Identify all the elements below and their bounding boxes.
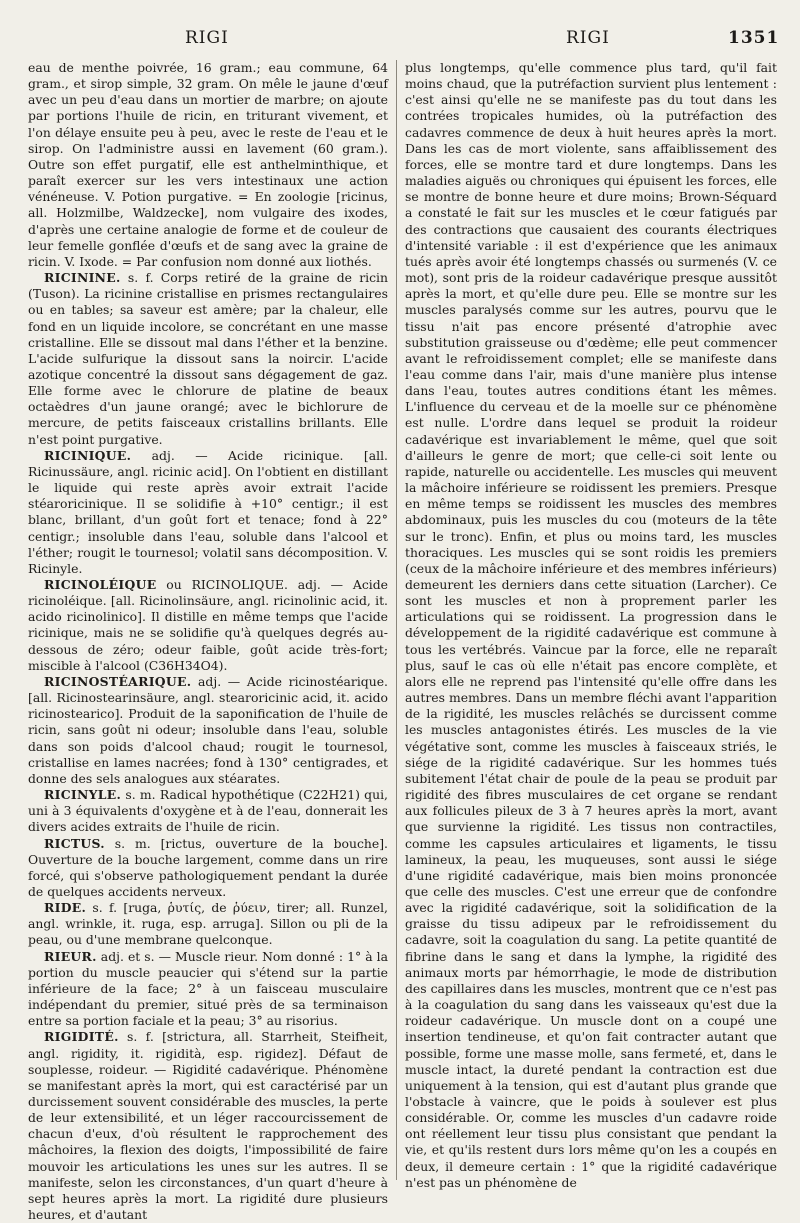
- header-left-title: RIGI: [185, 28, 229, 48]
- entry-rieur: [28, 949, 388, 1030]
- entry-ricinostearique: [28, 674, 388, 787]
- entry-ricinique: [28, 448, 388, 577]
- headword: RIDE.: [44, 900, 87, 916]
- entry-ricinyle: [28, 787, 388, 835]
- entry-text: s. f. Corps retiré de la graine de ricin (Tuson). La ricinine cristallise en prismes rectangulaires ou en tables; sa saveur est amère; par la chaleur, elle fond en un liquide incolore, se concrétant en une masse cristalline. Elle se dissout mal dans l'éther et la benzine. L'acide sulfurique la dissout sans la noircir. L'acide azotique concentré la dissout sans dégagement de gaz. Elle forme avec le chlorure de platine de beaux octaèdres d'un jaune orangé; avec le bichlorure de mercure, de petits faisceaux cristallins brillants. Elle n'est point purgative.: [28, 270, 388, 447]
- headword: RICINOSTÉARIQUE.: [44, 673, 192, 689]
- entry-text: s. f. [strictura, all. Starrheit, Steifheit, angl. rigidity, it. rigidità, esp. rigidez]. Défaut de souplesse, roideur. — Rigidité cadavérique. Phénomène se manifestant après la mort, qui est caractérisé par un durcissement souvent considérable des muscles, la perte de leur extensibilité, et un léger raccourcissement de chacun d'eux, d'où résultent le rapprochement des mâchoires, la flexion des doigts, l'impossibilité de faire mouvoir les articulations les unes sur les autres. Il se manifeste, selon les circonstances, d'un quart d'heure à sept heures après la mort. La rigidité dure plusieurs heures, et d'autant: [28, 1029, 388, 1223]
- entry-text: s. f. [ruga, ῥυτίς, de ῥύειν, tirer; all. Runzel, angl. wrinkle, it. ruga, esp. arruga]. Sillon ou pli de la peau, ou d'une membrane quelconque.: [28, 900, 388, 948]
- entry-text: adj. — Acide ricinostéarique. [all. Ricinostearinsäure, angl. stearoricinic acid, it. acido ricinostearico]. Produit de la saponification de l'huile de ricin, sans goût ni odeur; insoluble dans l'eau, soluble dans son poids d'alcool chaud; rougit le tournesol, cristallise en lames nacrées; fond à 130° centigrades, et donne des sels analogues aux stéarates.: [28, 673, 388, 786]
- entry-continuation: [28, 60, 388, 270]
- left-column: [28, 60, 388, 1223]
- page-number: 1351: [728, 28, 780, 48]
- headword: RICTUS.: [44, 835, 105, 851]
- right-column: [405, 60, 777, 1190]
- entry-text: adj. — Acide ricinique. [all. Ricinussäure, angl. ricinic acid]. On l'obtient en distillant le liquide qui reste après avoir extrait l'acide stéaroricinique. Il se solidifie à +10° centigr.; il est blanc, brillant, d'un goût fort et tenace; fond à 22° centigr.; insoluble dans l'eau, soluble dans l'alcool et l'éther; rougit le tournesol; volatil sans décomposition. V. Ricinyle.: [28, 447, 388, 576]
- entry-text: s. m. [rictus, ouverture de la bouche]. Ouverture de la bouche largement, comme dans un rire forcé, qui s'observe pathologiquement pendant la durée de quelques accidents nerveux.: [28, 835, 388, 899]
- headword: RICININE.: [44, 270, 121, 286]
- entry-rigidite-continued: plus longtemps, qu'elle commence plus tard, qu'il fait moins chaud, que la putréfaction survient plus lentement : c'est ainsi qu'elle ne se manifeste pas du tout dans les contrées tropicales humides, où la putréfaction des cadavres commence de deux à huit heures après la mort. Dans les cas de mort violente, sans affaiblissement des forces, elle se montre tard et dure longtemps. Dans les maladies aiguës ou chroniques qui épuisent les forces, elle se montre de bonne heure et dure moins; Brown-Séquard a constaté le fait sur les muscles et le cœur fatigués par des contractions que causaient des courants électriques d'intensité variable : il est d'expérience que les animaux tués après avoir été longtemps chassés ou surmenés (V. ce mot), sont pris de la roideur cadavérique presque aussitôt après la mort, et qu'elle dure peu. Elle se montre sur les muscles paralysés comme sur les autres, pourvu que le tissu n'ait pas encore présenté d'atrophie avec substitution graisseuse ou d'œdème; elle peut commencer avant le refroidissement complet; elle se manifeste dans l'eau comme dans l'air, mais d'une manière plus intense dans l'eau, toutes autres conditions étant les mêmes. L'influence du cerveau et de la moelle sur ce phénomène est nulle. L'ordre dans lequel se produit la roideur cadavérique est invariablement le même, quel que soit d'ailleurs le genre de mort; que celle-ci soit lente ou rapide, naturelle ou accidentelle. Les muscles qui meuvent la mâchoire inférieure se roidissent les premiers. Presque en même temps se roidissent les muscles des membres abdominaux, puis les muscles du cou (moteurs de la tête sur le tronc). Enfin, et plus ou moins tard, les muscles thoraciques. Les muscles qui se sont roidis les premiers (ceux de la mâchoire inférieure et des membres inférieurs) demeurent les derniers dans cette situation (Larcher). Ce sont les muscles et non à proprement parler les articulations qui se roidissent. La progression dans le développement de la rigidité cadavérique est commune à tous les vertébrés. Vaincue par la force, elle ne reparaît plus, sauf le cas où elle n'était pas encore complète, et alors elle ne reprend pas l'intensité qu'elle offre dans les autres membres. Dans un membre fléchi avant l'apparition de la rigidité, les muscles relâchés se durcissent comme les muscles antagonistes étirés. Les muscles de la vie végétative sont, comme les muscles à faisceaux striés, le siége de la rigidité cadavérique. Sur les hommes tués subitement l'état chair de poule de la peau se produit par rigidité des fibres musculaires de cet organe se rendant aux follicules pileux de 3 à 7 heures après la mort, avant que survienne la rigidité. Les tissus non contractiles, comme les capsules articulaires et ligaments, le tissu lamineux, la peau, les muqueuses, sont aussi le siége d'une rigidité cadavérique, mais bien moins prononcée que celle des muscles. C'est une erreur que de confondre avec la rigidité cadavérique, soit la solidification de la graisse du tissu adipeux par le refroidissement du cadavre, soit la coagulation du sang. La petite quantité de fibrine dans le sang et dans la lymphe, la rigidité des animaux morts par hémorrhagie, le mode de distribution des capillaires dans les muscles, montrent que ce n'est pas à la coagulation du sang dans les vaisseaux qu'est due la roideur cadavérique. Un muscle dont on a coupé une insertion tendineuse, et qu'on fait contracter autant que possible, forme une masse molle, sans fermeté, et, dans le muscle intact, la dureté pendant la contraction est due uniquement à la tension, qui est d'autant plus grande que l'obstacle à vaincre, que le poids à soulever est plus considérable. Or, comme les muscles d'un cadavre roide ont réellement leur tissu plus consistant que pendant la vie, et qu'ils restent durs lors même qu'on les a coupés en deux, il demeure certain : 1° que la rigidité cadavérique n'est pas un phénomène de: [405, 60, 777, 1190]
- entry-rictus: [28, 836, 388, 901]
- headword: RICINOLÉIQUE: [44, 577, 157, 592]
- entry-text: eau de menthe poivrée, 16 gram.; eau commune, 64 gram., et sirop simple, 32 gram. On mêle le jaune d'œuf avec un peu d'eau dans un mortier de marbre; on ajoute par portions l'huile de ricin, en triturant vivement, et l'on délaye ensuite peu à peu, avec le reste de l'eau et le sirop. On l'administre aussi en lavement (60 gram.). Outre son effet purgatif, elle est anthelminthique, et paraît exercer sur les vers intestinaux une action vénéneuse. V. Potion purgative. = En zoologie [ricinus, all. Holzmilbe, Waldzecke], nom vulgaire des ixodes, d'après une certaine analogie de forme et de couleur de leur femelle gonflée d'œufs et de sang avec la graine de ricin. V. Ixode. = Par confusion nom donné aux liothés.: [28, 60, 388, 269]
- header-right-title: RIGI: [566, 28, 610, 48]
- headword: RICINYLE.: [44, 787, 122, 803]
- entry-ride: [28, 900, 388, 948]
- headword: RICINIQUE.: [44, 447, 132, 463]
- entry-text: s. m. Radical hypothétique (C22H21) qui, uni à 3 équivalents d'oxygène et à de l'eau, donnerait les divers acides extraits de l'huile de ricin.: [28, 787, 388, 835]
- entry-ricinoleique: [28, 577, 388, 674]
- headword: RIEUR.: [44, 948, 97, 964]
- entry-text: adj. et s. — Muscle rieur. Nom donné : 1° à la portion du muscle peaucier qui s'étend sur la partie inférieure de la face; 2° à un faisceau musculaire indépendant du premier, situé près de sa terminaison entre sa portion faciale et la peau; 3° au risorius.: [28, 948, 388, 1029]
- column-divider: [396, 60, 397, 1180]
- entry-rigidite: [28, 1029, 388, 1223]
- entry-ricinine: [28, 270, 388, 448]
- headword: RIGIDITÉ.: [44, 1029, 119, 1045]
- entry-text: ou RICINOLIQUE. adj. — Acide ricinoléique. [all. Ricinolinsäure, angl. ricinolinic acid, it. acido ricinolinico]. Il distille en même temps que l'acide ricinique, mais ne se solidifie qu'à quelques degrés au-dessous de zéro; odeur faible, goût acide très-fort; miscible à l'alcool (C36H34O4).: [28, 577, 388, 673]
- running-header: [0, 28, 800, 54]
